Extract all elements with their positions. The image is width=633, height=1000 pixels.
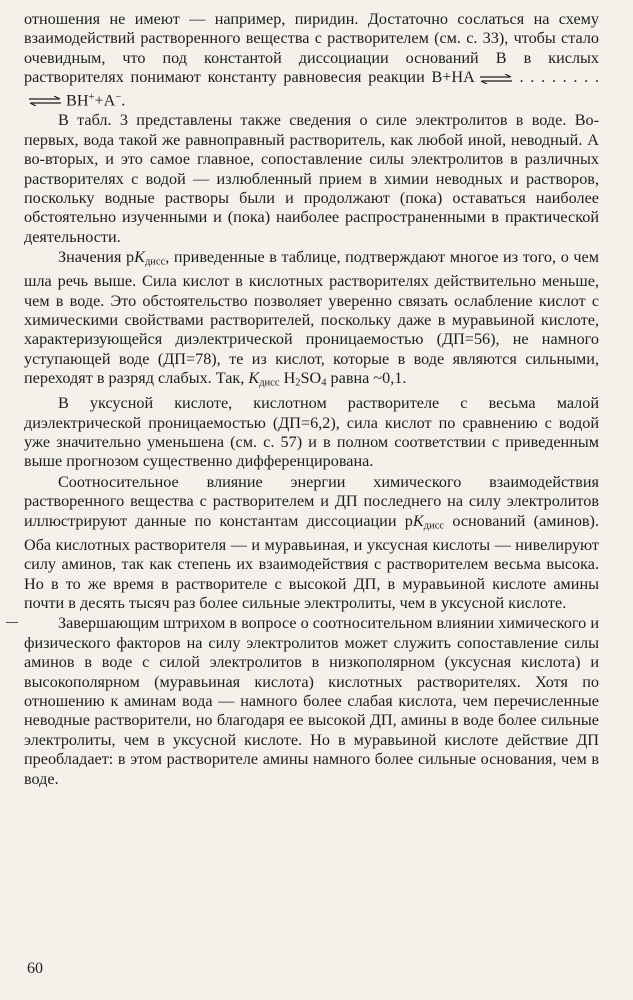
superscript: +: [88, 91, 95, 103]
paragraph-p4: [24, 394, 599, 472]
page-number: 60: [27, 960, 43, 977]
subscript: 2: [295, 377, 301, 389]
text-run: отношения не имеют — например, пиридин. Достаточно сослаться на схему взаимодействий растворенного вещества с растворителем (см. с. 33), чтобы стало очевидным, что под константой диссоциации оснований В в кислых растворителях понимают константу равновесия реакции В+НА: [24, 10, 599, 87]
text-run: В табл. 3 представлены также сведения о силе электролитов в воде. Во-первых, вода такой же равноправный растворитель, как любой иной, неводный. А во-вторых, и это самое главное, сопоставление силы электролитов в различных растворителях с водой — излюбленный прием в химии неводных и растворов, поскольку водные растворы были и продолжают (пока) оставаться наиболее обстоятельно изученными и (пока) наиболее распространенными в практической деятельности.: [24, 111, 599, 246]
text-run: +А: [94, 90, 116, 109]
text-run: H: [279, 369, 296, 388]
text-run: . . . . . . . .: [512, 68, 600, 87]
subscript: 4: [321, 377, 327, 389]
paragraph-p2: [24, 111, 599, 247]
italic-symbol: K: [412, 511, 424, 530]
subscript: дисс: [144, 256, 166, 268]
text-run: оснований (аминов). Оба кислотных растворителя — и муравьиная, и уксусная кислоты — нивелируют силу аминов, так как степень их взаимодействия с растворителем весьма высока. Но в то же время в растворителе с высокой ДП, в муравьиной кислоте амины почти в десять тысяч раз более сильные электролиты, чем в уксусной кислоте.: [24, 511, 599, 612]
italic-symbol: K: [248, 369, 260, 388]
text-run: равна ~0,1.: [326, 369, 407, 388]
paragraph-p3: [24, 248, 599, 393]
margin-mark: [6, 622, 18, 623]
paragraph-p6: [24, 614, 599, 789]
text-run: , приведенные в таблице, подтверждают многое из того, о чем шла речь выше. Сила кислот в кислотных растворителях действительно меньше, чем в воде. Это обстоятельство позволяет уверенно связать ослабление кислот с химическими свойствами растворителей, поскольку даже в муравьиной кислоте, характеризующейся диэлектрической проницаемостью (ДП=56), не намного уступающей воде (ДП=78), те из кислот, которые в воде являются сильными, переходят в разряд слабых. Так,: [24, 248, 599, 388]
text-run: Соотносительное влияние энергии химического взаимодействия растворенного вещества с растворителем и ДП последнего на силу электролитов иллюстрируют данные по константам диссоциации р: [24, 472, 599, 530]
subscript: дисс: [423, 520, 445, 532]
text-run: SO: [300, 369, 322, 388]
page-body: [24, 10, 599, 789]
text-run: .: [121, 90, 126, 109]
paragraph-p5: [24, 473, 599, 613]
equilibrium-arrow-icon: [28, 96, 62, 106]
text-run: Значения р: [58, 248, 135, 267]
paragraph-p1: [24, 10, 599, 110]
equilibrium-arrow-icon: [479, 74, 513, 84]
italic-symbol: K: [134, 248, 145, 267]
subscript: дисс: [259, 377, 280, 389]
text-run: В уксусной кислоте, кислотном растворителе с весьма малой диэлектрической проницаемостью (ДП=6,2), сила кислот по сравнению с водой уже значительно уменьшена (см. с. 57) и в полном соответствии с приведенным выше прогнозом существенно дифференцирована.: [24, 394, 599, 471]
superscript: −: [115, 91, 122, 103]
text-run: Завершающим штрихом в вопросе о соотносительном влиянии химического и физического факторов на силу электролитов может служить сопоставление силы аминов в воде с силой электролитов в низкополярном (уксусная кислота) и высокополярном (муравьиная кислота) кислотных растворителях. Хотя по отношению к аминам вода — намного более слабая кислота, чем перечисленные неводные растворители, но благодаря ее высокой ДП, амины в воде более сильные электролиты, чем в уксусной кислоте. Но в муравьиной кислоте действие ДП преобладает: в этом растворителе амины намного более сильные основания, чем в воде.: [24, 614, 599, 788]
text-run: ВН: [62, 90, 89, 109]
